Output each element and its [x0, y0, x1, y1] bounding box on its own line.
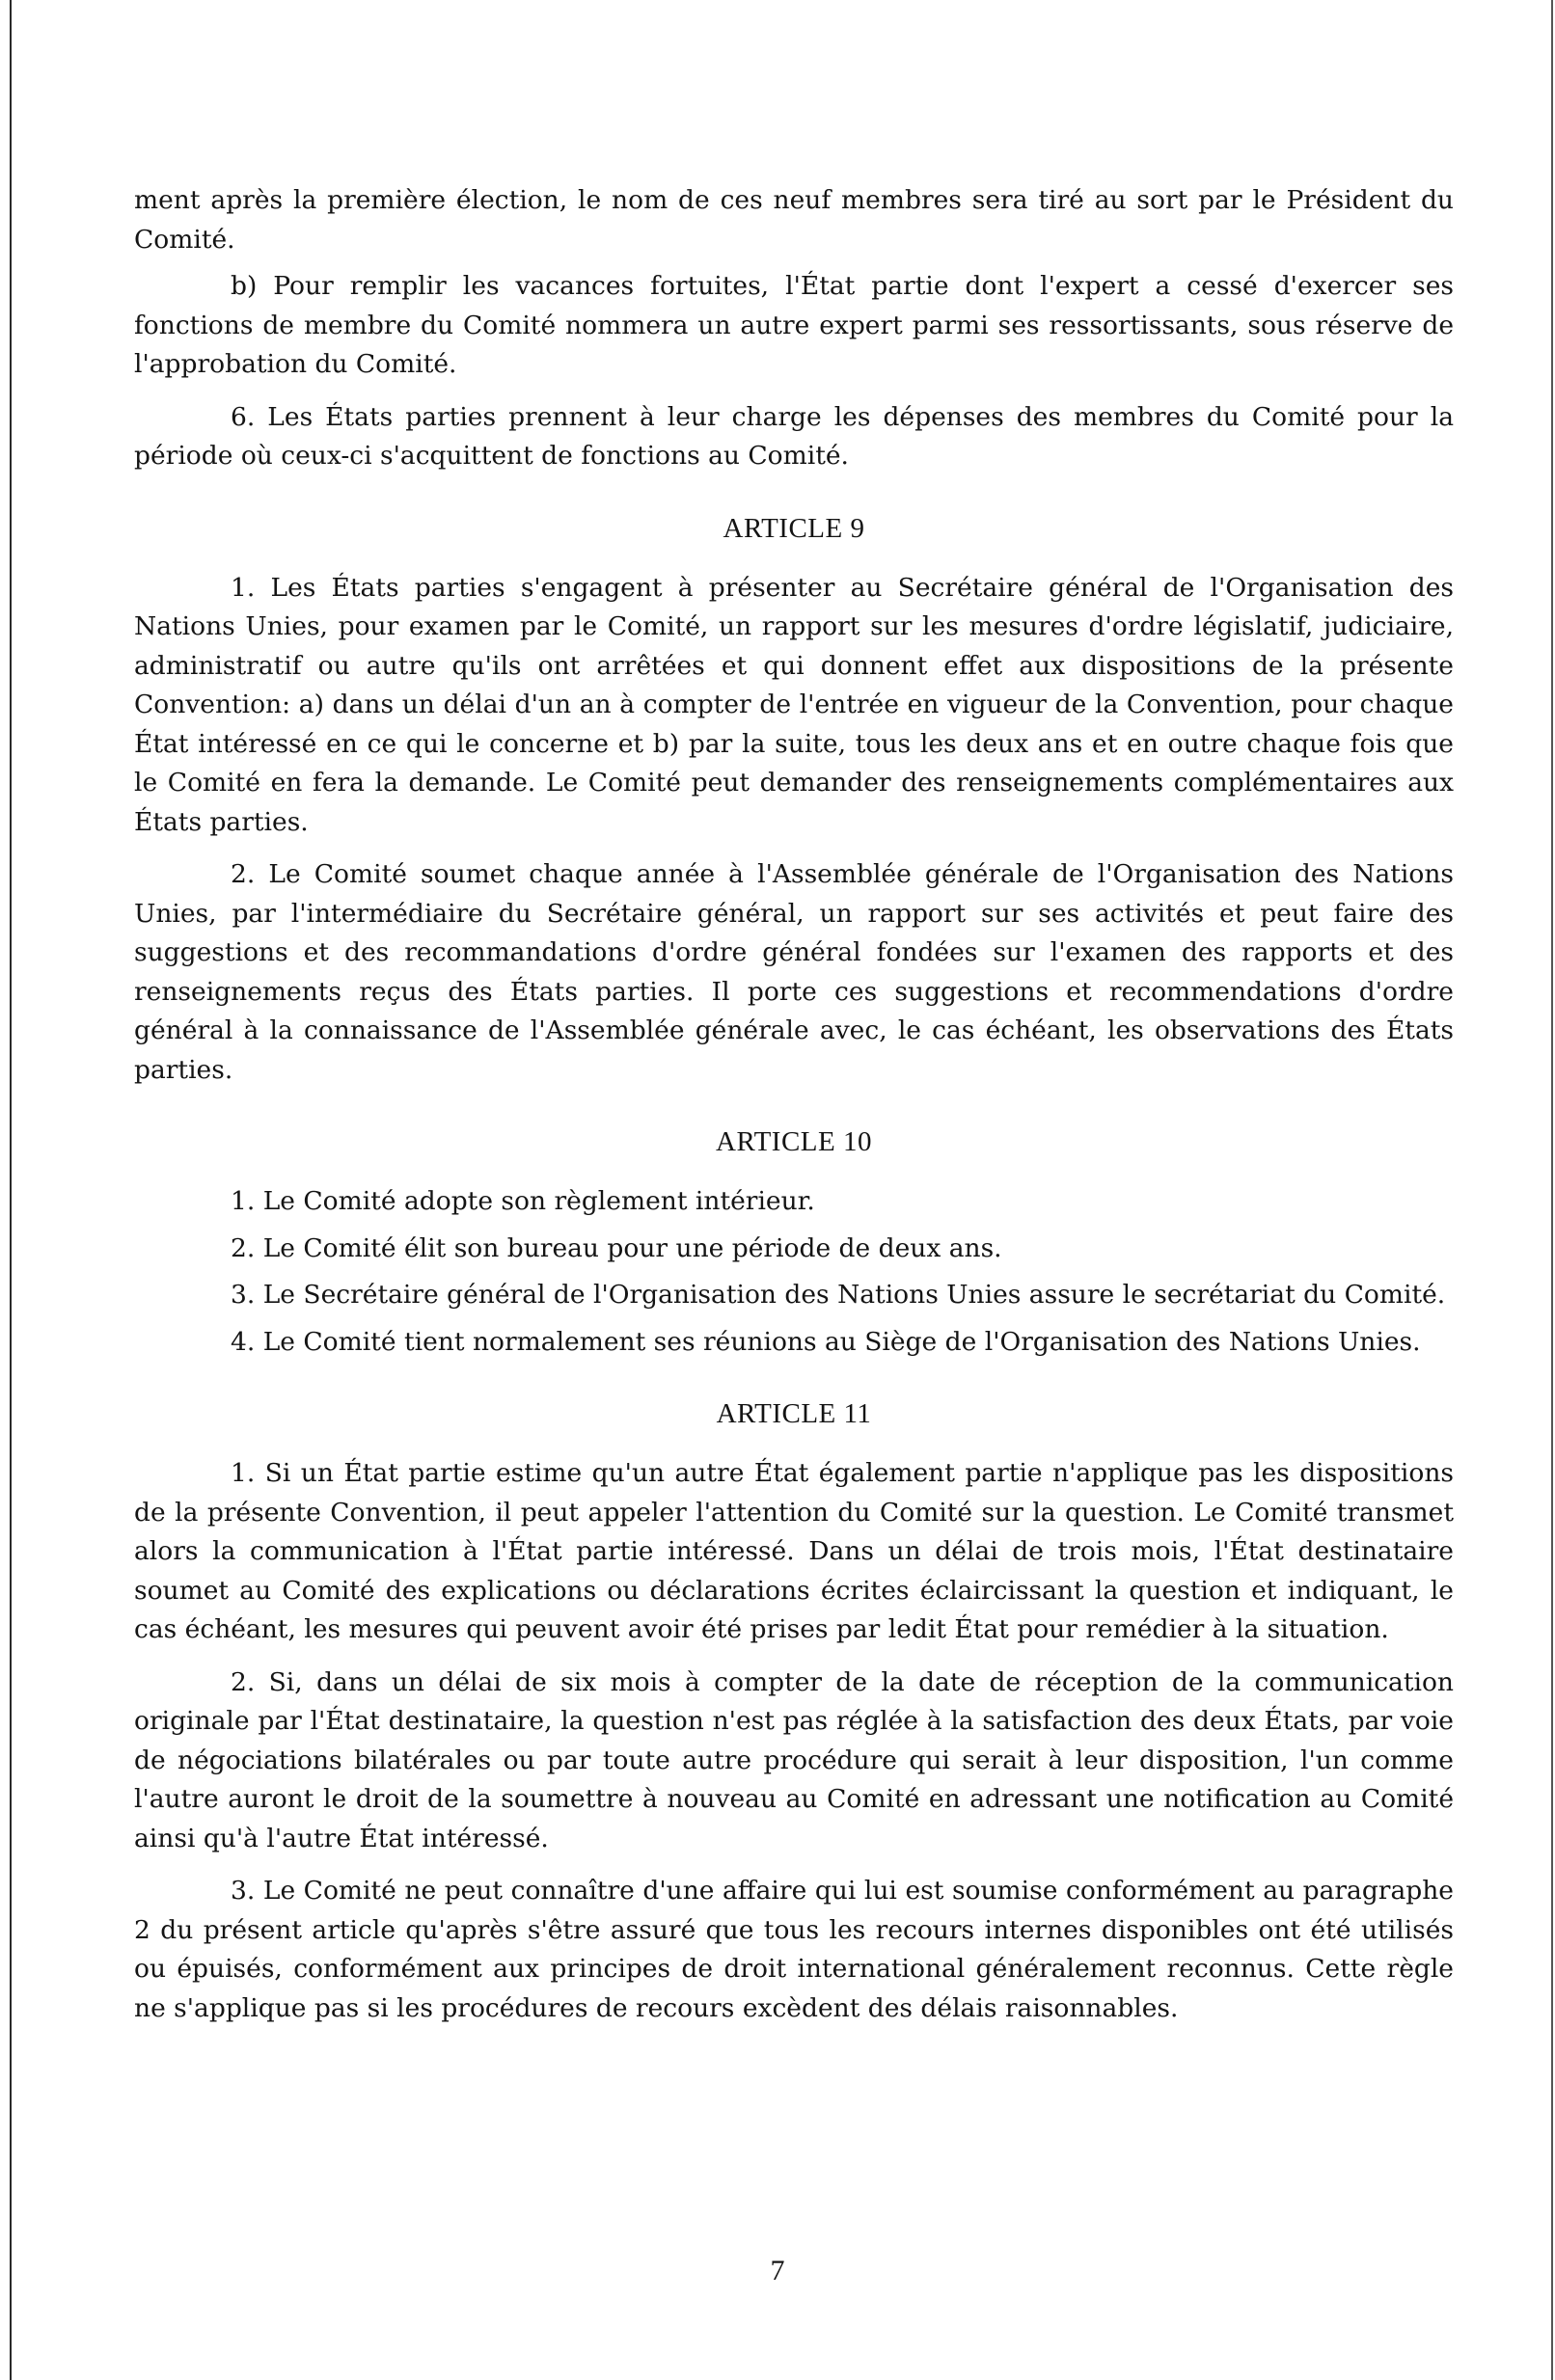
- article11-heading: ARTICLE 11: [716, 1398, 872, 1429]
- article8-para-5b: b) Pour remplir les vacances fortuites, l'État partie dont l'expert a cessé d'exercer ses fonctions de membre du Comité nommera un autre expert parmi ses ressortissants, sous réserve de l'approbation du Comité.: [134, 271, 1454, 379]
- scan-left-edge: [10, 0, 12, 2380]
- article8-para-5a-end: ment après la première élection, le nom de ces neuf membres sera tiré au sort par le Président du Comité.: [134, 185, 1454, 255]
- page-number: 7: [770, 2255, 785, 2286]
- scan-right-edge: [1551, 0, 1553, 2380]
- article11-para-3: 3. Le Comité ne peut connaître d'une affaire qui lui est soumise conformément au paragraphe 2 du présent article qu'après s'être assuré que tous les recours internes disponibles ont été utilisés ou épuisés, conformément aux principes de droit international généralement reconnus. Cette règle ne s'applique pas si les procédures de recours excèdent des délais raisonnables.: [134, 1876, 1454, 2023]
- article10-para-4: 4. Le Comité tient normalement ses réunions au Siège de l'Organisation des Nations Unies.: [231, 1326, 1421, 1357]
- article10-para-2: 2. Le Comité élit son bureau pour une période de deux ans.: [231, 1232, 1002, 1263]
- article9-para-1: 1. Les États parties s'engagent à présenter au Secrétaire général de l'Organisation des Nations Unies, pour examen par le Comité, un rapport sur les mesures d'ordre législatif, judiciaire, administratif ou autre qu'ils ont arrêtées et qui donnent effet aux dispositions de la présente Convention: a) dans un délai d'un an à compter de l'entrée en vigueur de la Convention, pour chaque État intéressé en ce qui le concerne et b) par la suite, tous les deux ans et en outre chaque fois que le Comité en fera la demande. Le Comité peut demander des renseignements complémentaires aux États parties.: [134, 572, 1454, 837]
- document-body: [134, 181, 1454, 2028]
- article10-para-3: 3. Le Secrétaire général de l'Organisation des Nations Unies assure le secrétariat du Comité.: [231, 1280, 1446, 1310]
- article9-para-2: 2. Le Comité soumet chaque année à l'Assemblée générale de l'Organisation des Nations Unies, par l'intermédiaire du Secrétaire général, un rapport sur ses activités et peut faire des suggestions et des recommandations d'ordre général fondées sur l'examen des rapports et des renseignements reçus des États parties. Il porte ces suggestions et recommendations d'ordre général à la connaissance de l'Assemblée générale avec, le cas échéant, les observations des États parties.: [134, 859, 1454, 1085]
- article11-para-1: 1. Si un État partie estime qu'un autre État également partie n'applique pas les dispositions de la présente Convention, il peut appeler l'attention du Comité sur la question. Le Comité transmet alors la communication à l'État partie intéressé. Dans un délai de trois mois, l'État destinataire soumet au Comité des explications ou déclarations écrites éclaircissant la question et indiquant, le cas échéant, les mesures qui peuvent avoir été prises par ledit État pour remédier à la situation.: [134, 1458, 1454, 1644]
- article9-heading: ARTICLE 9: [723, 512, 865, 544]
- article11-para-2: 2. Si, dans un délai de six mois à compter de la date de réception de la communication originale par l'État destinataire, la question n'est pas réglée à la satisfaction des deux États, par voie de négociations bilatérales ou par toute autre procédure qui serait à leur disposition, l'un comme l'autre auront le droit de la soumettre à nouveau au Comité en adressant une notification au Comité ainsi qu'à l'autre État intéressé.: [134, 1666, 1454, 1853]
- article8-para-6: 6. Les États parties prennent à leur charge les dépenses des membres du Comité pour la période où ceux-ci s'acquittent de fonctions au Comité.: [134, 401, 1454, 471]
- article10-heading: ARTICLE 10: [716, 1126, 872, 1157]
- article10-para-1: 1. Le Comité adopte son règlement intérieur.: [231, 1186, 815, 1216]
